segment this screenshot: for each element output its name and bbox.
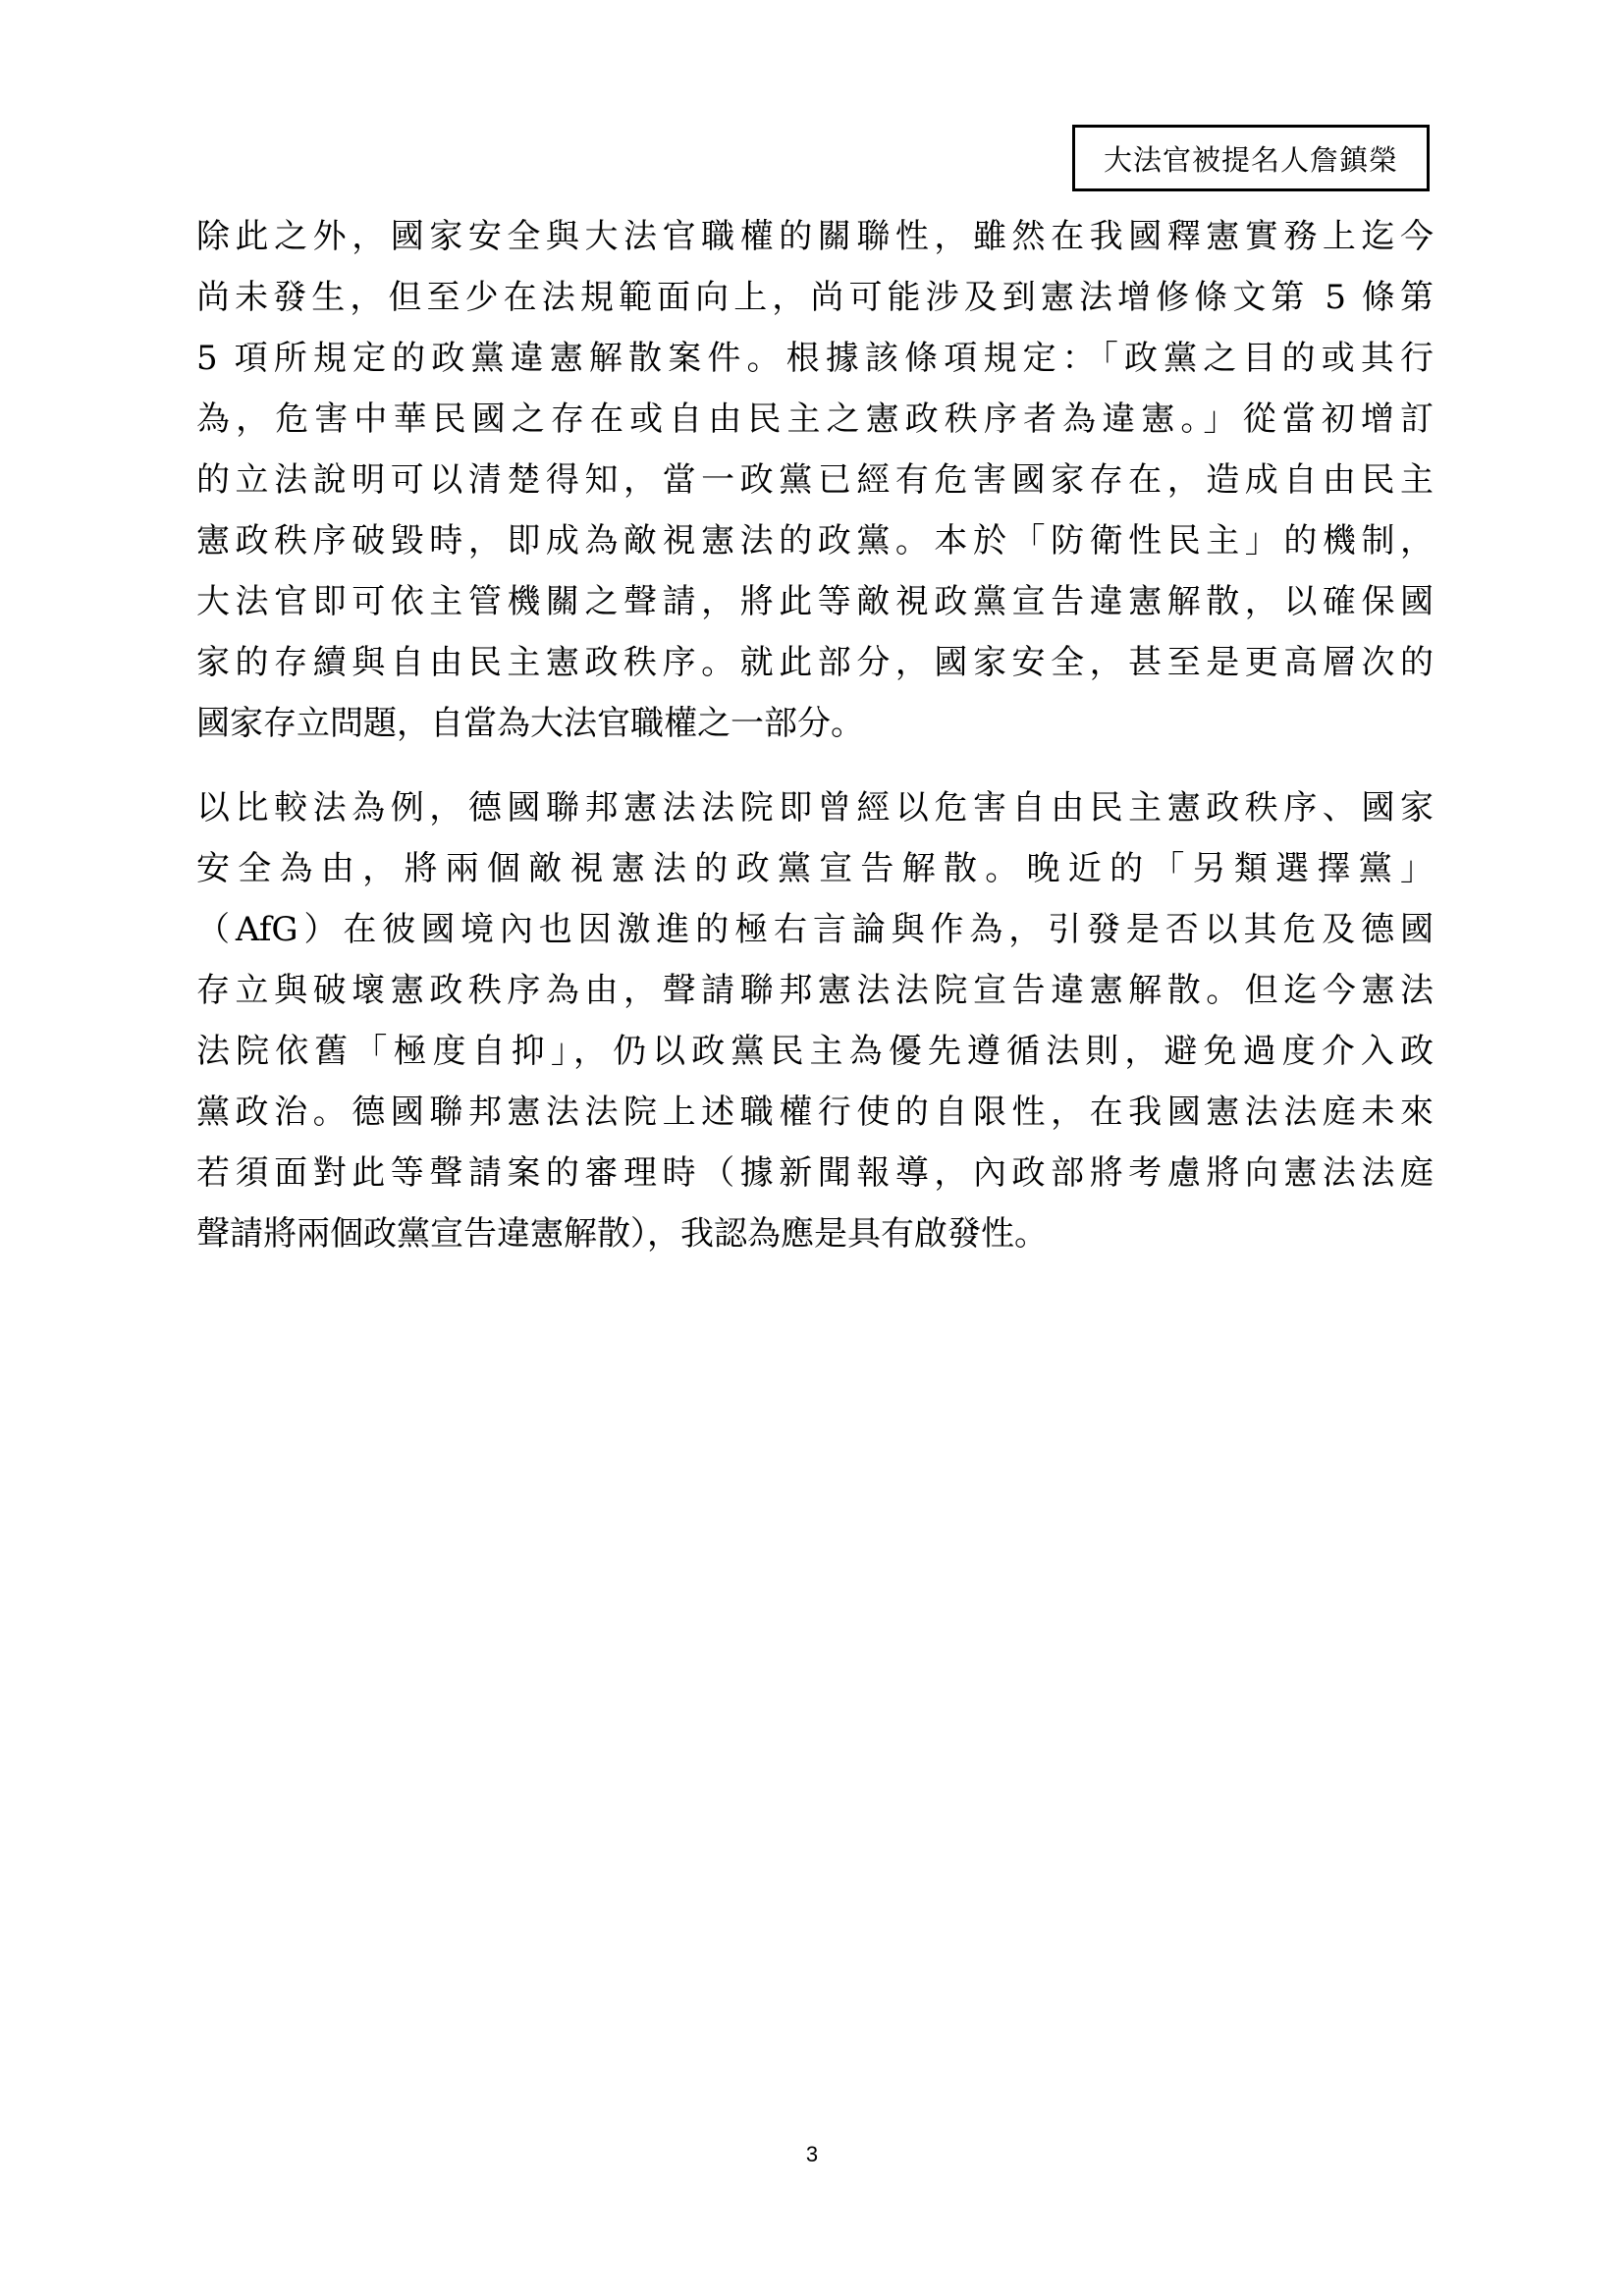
text-line: 除此之外，國家安全與大法官職權的關聯性，雖然在我國釋憲實務上迄今: [196, 217, 1434, 256]
text-line: 存立與破壞憲政秩序為由，聲請聯邦憲法法院宣告違憲解散。但迄今憲法: [196, 971, 1434, 1010]
text-line: 大法官即可依主管機關之聲請，將此等敵視政黨宣告違憲解散，以確保國: [196, 582, 1434, 621]
text-line: 5 項所規定的政黨違憲解散案件。根據該條項規定：「政黨之目的或其行: [196, 339, 1434, 378]
text-line: （AfG）在彼國境內也因激進的極右言論與作為，引發是否以其危及德國: [196, 910, 1434, 949]
paragraph-spacer: [196, 754, 1434, 777]
nominee-header-box: [1072, 125, 1430, 191]
text-line: 法院依舊「極度自抑」，仍以政黨民主為優先遵循法則，避免過度介入政: [196, 1032, 1434, 1071]
page-number: 3: [805, 2142, 819, 2166]
text-line: 黨政治。德國聯邦憲法法院上述職權行使的自限性，在我國憲法法庭未來: [196, 1093, 1434, 1132]
document-body: [196, 206, 1434, 1264]
text-line: 家的存續與自由民主憲政秩序。就此部分，國家安全，甚至是更高層次的: [196, 643, 1434, 682]
paragraph: [196, 206, 1434, 754]
nominee-label: 大法官被提名人詹鎮榮: [1103, 142, 1398, 177]
text-line: 若須面對此等聲請案的審理時（據新聞報導，內政部將考慮將向憲法法庭: [196, 1153, 1434, 1193]
text-line: 國家存立問題，自當為大法官職權之一部分。: [196, 704, 864, 743]
text-line: 憲政秩序破毀時，即成為敵視憲法的政黨。本於「防衛性民主」的機制，: [196, 521, 1434, 561]
text-line: 的立法說明可以清楚得知，當一政黨已經有危害國家存在，造成自由民主: [196, 460, 1434, 500]
text-line: 為，危害中華民國之存在或自由民主之憲政秩序者為違憲。」從當初增訂: [196, 400, 1434, 439]
paragraph: [196, 777, 1434, 1264]
text-line: 聲請將兩個政黨宣告違憲解散），我認為應是具有啟發性。: [196, 1214, 1048, 1254]
text-line: 以比較法為例，德國聯邦憲法法院即曾經以危害自由民主憲政秩序、國家: [196, 788, 1434, 828]
text-line: 尚未發生，但至少在法規範面向上，尚可能涉及到憲法增修條文第 5 條第: [196, 278, 1434, 317]
text-line: 安全為由，將兩個敵視憲法的政黨宣告解散。晚近的「另類選擇黨」: [196, 849, 1434, 888]
